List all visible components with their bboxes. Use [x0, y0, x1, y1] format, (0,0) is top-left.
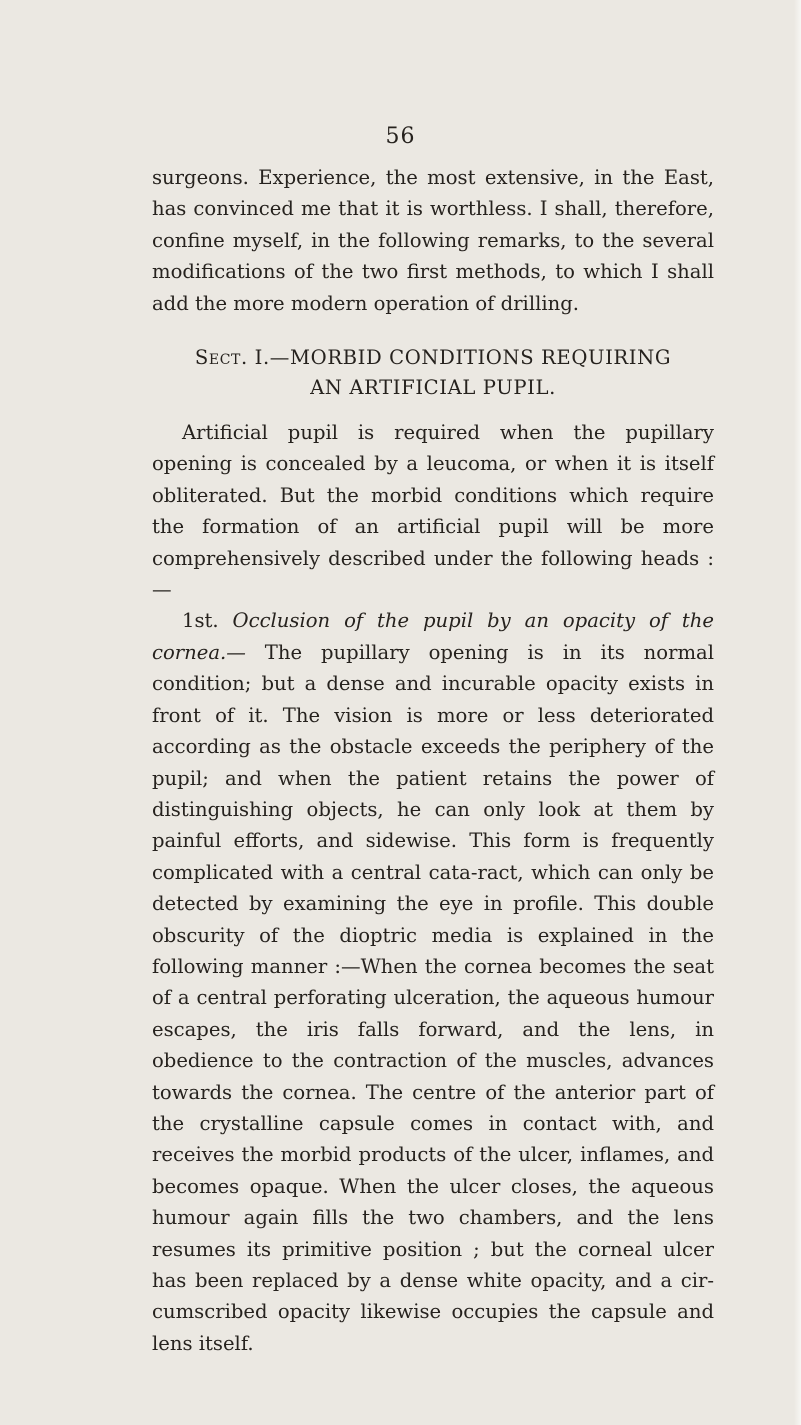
section-heading: [152, 343, 714, 403]
section-title-line2: AN ARTIFICIAL PUPIL.: [310, 376, 556, 400]
case-title: Occlusion of the pupil by an opacity of the cornea.—: [152, 609, 714, 664]
page-number: 56: [385, 124, 416, 149]
first-case-paragraph: [152, 605, 714, 1359]
section-title-line1: —MORBID CONDITIONS REQUIRING: [269, 346, 672, 370]
opening-paragraph: surgeons. Experience, the most extensive, in the East, has convinced me that it is worthless. I shall, therefore, confine myself, in the following remarks, to the several modifications of the two first methods, to which I shall add the more modern operation of drilling.: [152, 166, 714, 315]
body-text: [152, 162, 714, 1359]
intro-paragraph: Artificial pupil is required when the pupillary opening is concealed by a leucoma, or when it is itself obliterated. But the morbid conditions which require the formation of an artificial pupil will be more comprehensively described under the following heads :—: [152, 421, 714, 602]
page-edge: [794, 0, 801, 1425]
section-heading-line1: [152, 343, 714, 373]
case-body: The pupillary opening is in its normal condition; but a dense and incurable opacity exists in front of it. The vision is more or less deteriorated according as the obstacle exceeds the periphery of the pupil; and when the patient retains the power of distinguishing objects, he can only look at them by painful efforts, and sidewise. This form is frequently complicated with a central cata-ract, which can only be detected by examining the eye in profile. This double obscurity of the dioptric media is explained in the following manner :—When the cornea becomes the seat of a central perforating ulceration, the aqueous humour escapes, the iris falls forward, and the lens, in obedience to the contraction of the muscles, advances towards the cornea. The centre of the anterior part of the crystalline capsule comes in contact with, and receives the morbid products of the ulcer, inflames, and becomes opaque. When the ulcer closes, the aqueous humour again fills the two chambers, and the lens resumes its primitive position ; but the corneal ulcer has been replaced by a dense white opacity, and a cir-cumscribed opacity likewise occupies the capsule and lens itself.: [152, 640, 714, 1355]
section-label: Sect. I.: [194, 346, 270, 370]
case-number: 1st.: [182, 609, 219, 633]
